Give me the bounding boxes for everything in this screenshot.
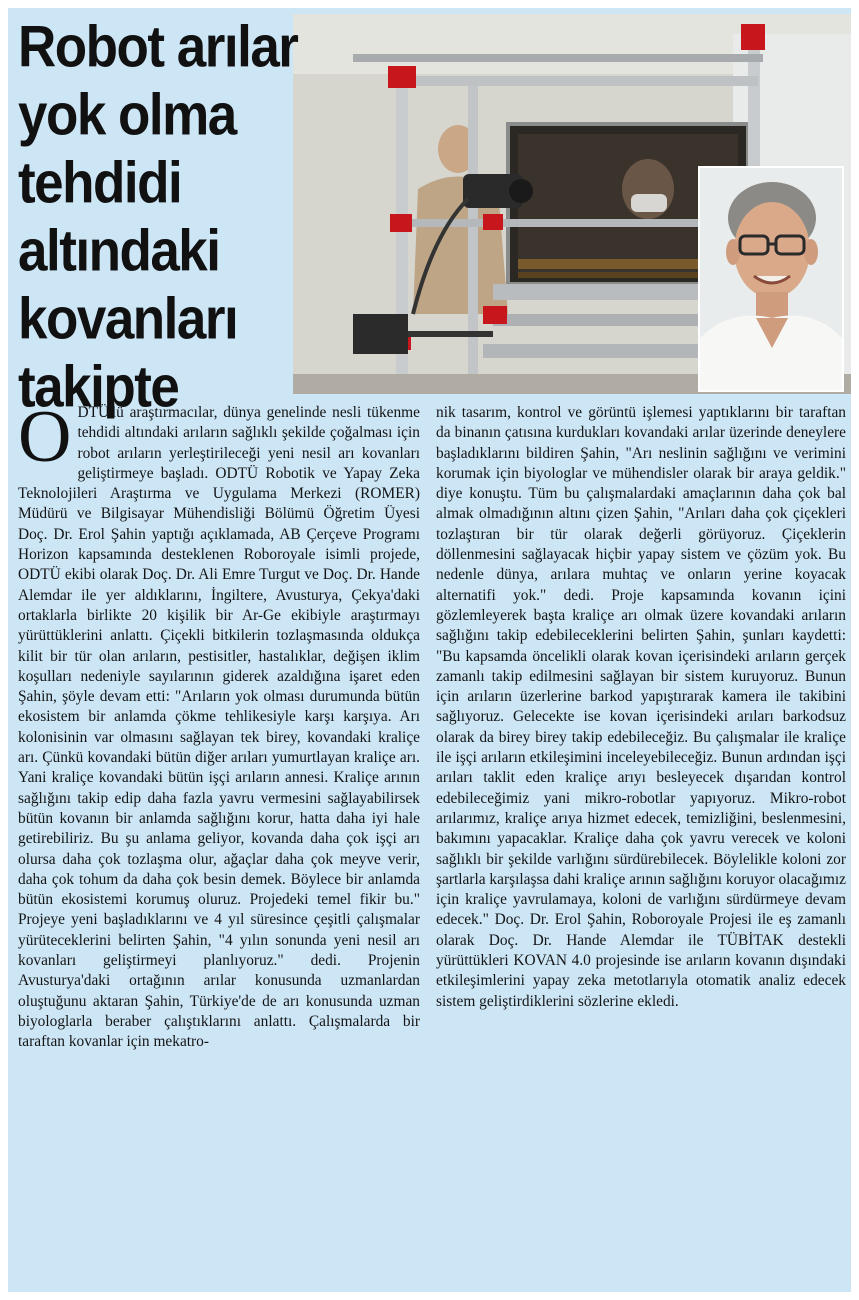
headline-line: kovanları (18, 287, 238, 352)
portrait-illustration (700, 168, 842, 390)
headline-line: tehdidi (18, 151, 182, 216)
headline-line: Robot arılar (18, 14, 298, 80)
headline-line: yok olma (18, 83, 236, 148)
article-column-1-text: DTÜ'lü araştırmacılar, dünya genelinde nesli tükenme tehdidi altındaki arıların sağlıklı şekilde çoğalması için robot arıların yerleştirileceği yeni nesil arı kovanları geliştirmeye başladı. ODTÜ Robotik ve Yapay Zeka Teknolojileri Araştırma ve Uygulama Merkezi (ROMER) Müdürü ve Bilgisayar Mühendisliği Bölümü Öğretim Üyesi Doç. Dr. Erol Şahin yaptığı açıklamada, AB Çerçeve Programı Horizon kapsamında desteklenen Roboroyale isimli projede, ODTÜ ekibi olarak Doç. Dr. Ali Emre Turgut ve Doç. Dr. Hande Alemdar ile yer aldıklarını, İngiltere, Avusturya, Çekya'daki ortaklarla birlikte 20 kişilik bir Ar-Ge ekibiyle araştırmayı yürüttüklerini anlattı. Çiçekli bitkilerin tozlaşmasında oldukça kilit bir tür olan arıların, pestisitler, hastalıklar, değişen iklim koşulları nedeniyle sayılarının giderek azaldığına işaret eden Şahin, şöyle devam etti: "Arıların yok olması durumunda bütün ekosistem bir anlamda çökme tehlikesiyle karşı karşıya. Arı kolonisinin var olmasını sağlayan tek birey, kovandaki kraliçe arı. Çünkü kovandaki bütün diğer arıları yumurtlayan kraliçe arı. Yani kraliçe kovandaki bütün işçi arıların annesi. Kraliçe arının sağlığını takip edip daha fazla yavru vermesini sağlayabilirsek bütün kovanın bir anlamda sağlığını korur, hatta daha iyi hale getirebiliriz. Bu şu anlama geliyor, kovanda daha çok işçi arı olursa daha çok tozlaşma olur, ağaçlar daha çok meyve verir, daha çok tohum da daha çok besin demek. Böylece bir anlamda bütün ekosistemi korumuş oluruz. Projedeki temel fikir bu." Projeye yeni başladıklarını ve 4 yıl süresince çeşitli çalışmalar yürüteceklerini belirten Şahin, "4 yılın sonunda yeni nesil arı kovanları geliştirmeyi planlıyoruz." dedi. Projenin Avusturya'daki ortağının arılar konusunda uzmanlardan oluştuğunu aktaran Şahin, Türkiye'de de arı konusunda uzman biyologlarla beraber çalıştıklarını anlattı. Çalışmalarda bir taraftan kovanlar için mekatro- (18, 404, 420, 1051)
headline (18, 14, 348, 422)
headline-line: takipte (18, 355, 179, 420)
drop-cap: O (18, 396, 72, 478)
article-column-2: nik tasarım, kontrol ve görüntü işlemesi yaptıklarını bir taraftan da binanın çatısına kurdukları kovandaki arılar üzerinde deneylere başladıklarını bildiren Şahin, "Arı neslinin sağlığını ve verimini korumak için biyologlar ve mühendisler olarak bir araya geldik." diye konuştu. Tüm bu çalışmalardaki amaçlarının daha çok bal almak olmadığının altını çizen Şahin, "Arıları daha çok çiçekleri tozlaştıran bir tür olarak değerli görüyoruz. Çiçeklerin döllenmesini sağlayacak hiçbir yapay sistem ve çözüm yok. Bu nedenle dünya, arılara muhtaç ve onların yerine koyacak alternatifi yok." dedi. Proje kapsamında kovanın içini gözlemleyerek başta kraliçe arı olmak üzere kovandaki arıların sağlığını takip edebileceklerini belirten Şahin, şunları kaydetti: "Bu kapsamda öncelikli olarak kovan içerisindeki arıların gerçek zamanlı takip edilmesini sağlayan bir sistem kuruyoruz. Bunun için arıların üzerlerine barkod yapıştırarak kamera ile takibini sağlıyoruz. Gelecekte ise kovan içerisindeki arıları barkodsuz olarak da birey birey takip edebileceğiz. Bu çalışmalar ile kraliçe ile işçi arıların etkileşimini inceleyebileceğiz. Bunun ardından işçi arıları taklit eden kraliçe arıyı besleyecek dışarıdan kontrol edebileceğimiz yani mikro-robotlar yapıyoruz. Mikro-robot arılarımız, kraliçe arıya hizmet edecek, temizliğini, beslenmesini, bakımını yapacaklar. Kraliçe daha çok yavru verecek ve koloni sağlıklı bir şekilde varlığını sürdürebilecek. Böylelikle koloni zor şartlarla karşılaşsa dahi kraliçe arının sağlığını koruyor olacağımız için kraliçe yavrulamaya, koloni de varlığını sürdürmeye devam edecek." Doç. Dr. Erol Şahin, Roboroyale Projesi ile eş zamanlı olarak Doç. Dr. Hande Alemdar ile TÜBİTAK destekli yürüttükleri KOVAN 4.0 projesinde ise arıların kovanın dışındaki etkileşimlerini yapay zeka metotlarıyla otomatik analiz edecek sistem geliştirdiklerini sözlerine ekledi. (436, 404, 846, 1010)
article-column-1 (18, 396, 420, 1053)
newspaper-clipping (8, 8, 851, 1292)
scientist-portrait (698, 166, 844, 392)
headline-line: altındaki (18, 219, 220, 284)
